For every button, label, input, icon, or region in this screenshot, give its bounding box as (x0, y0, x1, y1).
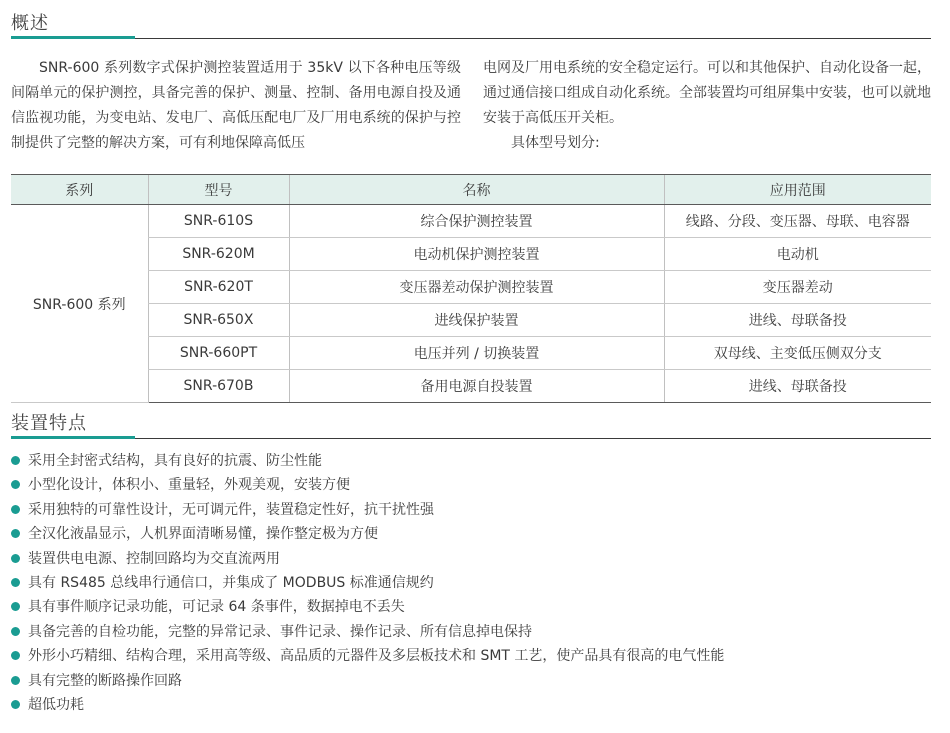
bullet-dot-icon (11, 505, 20, 514)
model-cell: SNR-650X (148, 304, 289, 337)
list-item (11, 450, 931, 474)
table-row (11, 337, 931, 370)
bullet-dot-icon (11, 700, 20, 709)
overview-text (11, 56, 931, 164)
name-cell: 备用电源自投装置 (289, 370, 664, 403)
table-row (11, 271, 931, 304)
overview-paragraph-right (483, 56, 931, 156)
name-cell: 电压并列 / 切换装置 (289, 337, 664, 370)
feature-text: 小型化设计，体积小、重量轻，外观美观，安装方便 (28, 477, 350, 494)
overview-accent-bar (11, 36, 135, 39)
model-cell: SNR-620M (148, 238, 289, 271)
name-cell: 综合保护测控装置 (289, 205, 664, 238)
table-row (11, 205, 931, 238)
header-name: 名称 (289, 175, 664, 205)
feature-text: 具有完整的断路操作回路 (28, 672, 182, 689)
feature-text: 装置供电电源、控制回路均为交直流两用 (28, 550, 280, 567)
bullet-dot-icon (11, 676, 20, 685)
scope-cell: 变压器差动 (664, 271, 931, 304)
bullet-dot-icon (11, 602, 20, 611)
list-item (11, 621, 931, 645)
overview-title: 概述 (11, 13, 49, 34)
list-item (11, 645, 931, 669)
overview-paragraph-left: SNR-600 系列数字式保护测控装置适用于 35kV 以下各种电压等级间隔单元的保护测控，具备完善的保护、测量、控制、备用电源自投及通信监视功能，为变电站、发电厂、高低压配电厂及厂用电系统的保护与控制提供了完整的解决方案，可有利地保障高低压 (11, 60, 461, 151)
scope-cell: 电动机 (664, 238, 931, 271)
model-cell: SNR-610S (148, 205, 289, 238)
feature-text: 具有 RS485 总线串行通信口，并集成了 MODBUS 标准通信规约 (28, 574, 434, 591)
series-cell: SNR-600 系列 (11, 205, 148, 403)
feature-text: 全汉化液晶显示，人机界面清晰易懂，操作整定极为方便 (28, 526, 378, 543)
feature-text: 具有事件顺序记录功能，可记录 64 条事件，数据掉电不丢失 (28, 599, 405, 616)
feature-text: 超低功耗 (28, 696, 84, 713)
feature-text: 具备完善的自检功能，完整的异常记录、事件记录、操作记录、所有信息掉电保持 (28, 623, 532, 640)
scope-cell: 双母线、主变低压侧双分支 (664, 337, 931, 370)
model-table (11, 174, 931, 403)
list-item (11, 596, 931, 620)
header-scope: 应用范围 (664, 175, 931, 205)
bullet-dot-icon (11, 627, 20, 636)
name-cell: 电动机保护测控装置 (289, 238, 664, 271)
bullet-dot-icon (11, 529, 20, 538)
scope-cell: 进线、母联备投 (664, 304, 931, 337)
scope-cell: 进线、母联备投 (664, 370, 931, 403)
features-divider (11, 438, 931, 439)
bullet-dot-icon (11, 554, 20, 563)
header-model: 型号 (148, 175, 289, 205)
scope-cell: 线路、分段、变压器、母联、电容器 (664, 205, 931, 238)
model-cell: SNR-620T (148, 271, 289, 304)
table-header-row (11, 175, 931, 205)
bullet-dot-icon (11, 480, 20, 489)
feature-text: 采用独特的可靠性设计，无可调元件，装置稳定性好，抗干扰性强 (28, 501, 434, 518)
name-cell: 变压器差动保护测控装置 (289, 271, 664, 304)
feature-list (11, 450, 931, 718)
header-series: 系列 (11, 175, 148, 205)
list-item (11, 572, 931, 596)
list-item (11, 670, 931, 694)
table-row (11, 304, 931, 337)
model-cell: SNR-660PT (148, 337, 289, 370)
bullet-dot-icon (11, 578, 20, 587)
overview-divider (11, 38, 931, 39)
list-item (11, 499, 931, 523)
model-list-label: 具体型号划分: (511, 135, 600, 151)
feature-text: 外形小巧精细、结构合理，采用高等级、高品质的元器件及多层板技术和 SMT 工艺，使产品具有很高的电气性能 (28, 648, 725, 665)
table-row (11, 238, 931, 271)
overview-paragraph-right-text: 电网及厂用电系统的安全稳定运行。可以和其他保护、自动化设备一起，通过通信接口组成自动化系统。全部装置均可组屏集中安装，也可以就地安装于高低压开关柜。 (483, 60, 931, 126)
model-cell: SNR-670B (148, 370, 289, 403)
features-section-header (11, 409, 931, 439)
list-item (11, 474, 931, 498)
list-item (11, 523, 931, 547)
bullet-dot-icon (11, 456, 20, 465)
list-item (11, 694, 931, 718)
feature-text: 采用全封密式结构，具有良好的抗震、防尘性能 (28, 453, 322, 469)
bullet-dot-icon (11, 651, 20, 660)
table-row (11, 370, 931, 403)
features-title: 装置特点 (11, 413, 87, 434)
overview-section-header (11, 9, 931, 39)
features-accent-bar (11, 436, 135, 439)
name-cell: 进线保护装置 (289, 304, 664, 337)
list-item (11, 548, 931, 572)
